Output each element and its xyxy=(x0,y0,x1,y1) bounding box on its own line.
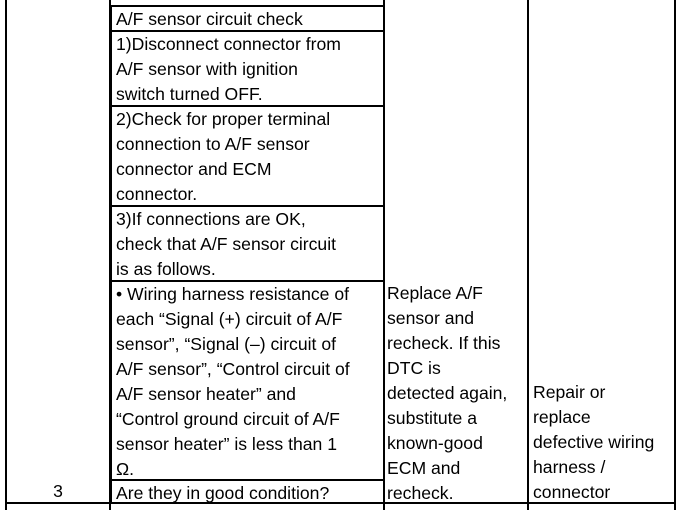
substep-title: A/F sensor circuit check xyxy=(110,5,385,32)
yes-action: Replace A/F sensor and recheck. If this DTC is detected again, substitute a known-good ECM and recheck. xyxy=(387,283,508,503)
substep-3: 3)If connections are OK, check that A/F sensor circuit is as follows. xyxy=(110,205,385,282)
substep-question: Are they in good condition? xyxy=(110,479,385,504)
substep-2: 2)Check for proper terminal connection to A/F sensor connector and ECM connector. xyxy=(110,105,385,207)
substep-resistance-criteria: • Wiring harness resistance of each “Signal (+) circuit of A/F sensor”, “Signal (–) circuit of A/F sensor”, “Control circuit of A/F sensor heater” and “Control ground circuit of A/F sensor heater” is less than 1 Ω. xyxy=(110,280,385,481)
no-action: Repair or replace defective wiring harness / connector xyxy=(533,382,655,502)
step-number-text: 3 xyxy=(53,481,63,501)
table-right-border xyxy=(674,0,676,510)
substep-1: 1)Disconnect connector from A/F sensor with ignition switch turned OFF. xyxy=(110,30,385,107)
step-number xyxy=(7,479,109,504)
table-left-border xyxy=(5,0,7,510)
